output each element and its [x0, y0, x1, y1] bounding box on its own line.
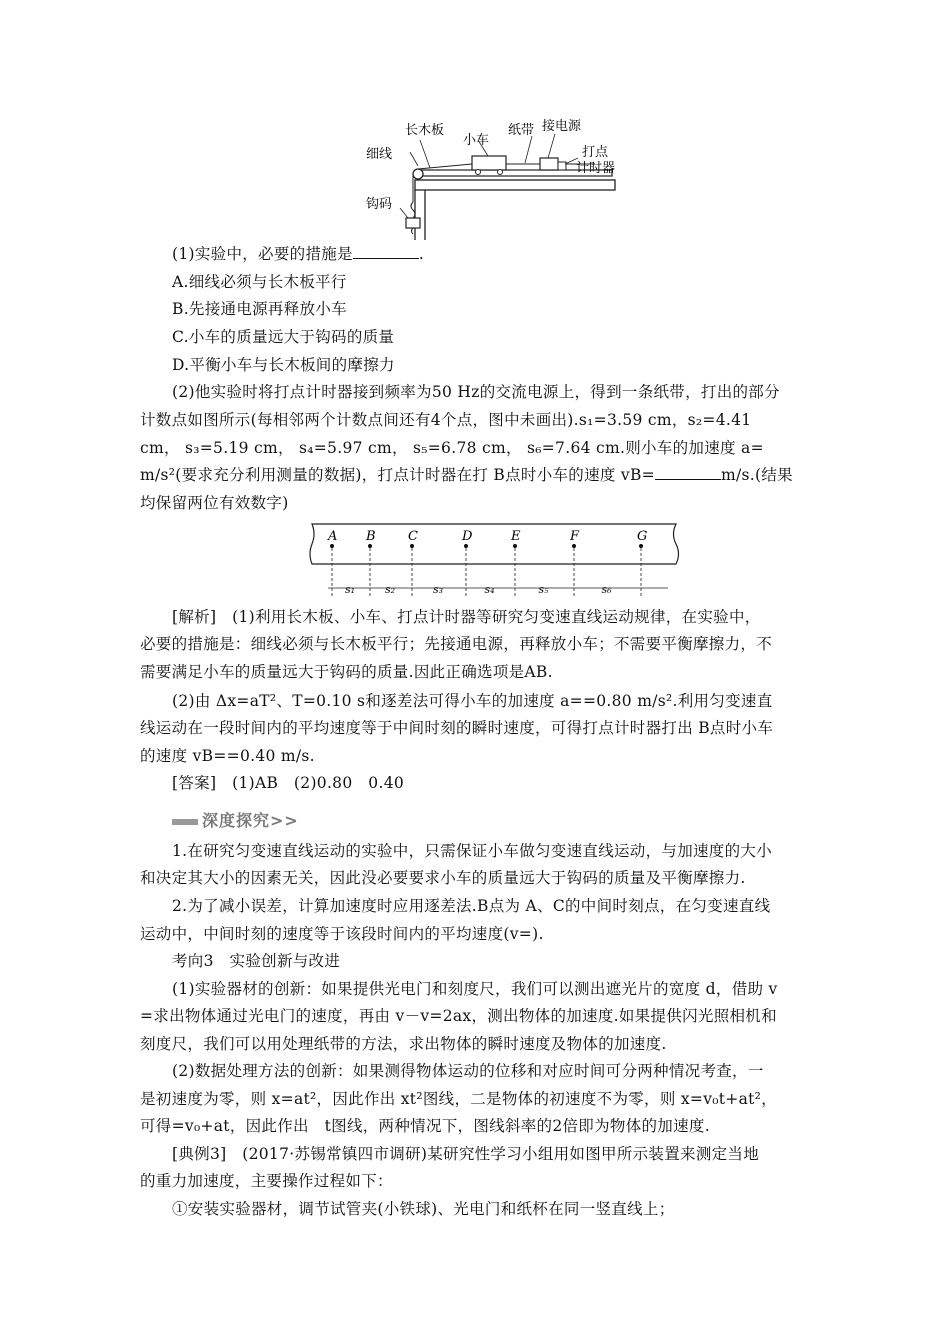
deep-line-8: 刻度尺，我们可以用处理纸带的方法，求出物体的瞬时速度及物体的加速度. — [140, 1035, 667, 1053]
q1-option-d: D.平衡小车与长木板间的摩擦力 — [172, 356, 395, 374]
q1-option-c: C.小车的质量远大于钩码的质量 — [172, 328, 395, 346]
tape-dot — [410, 544, 414, 548]
deep-line-3: 2.为了减小误差，计算加速度时应用逐差法.B点为 A、C的中间时刻点，在匀变速直线 — [172, 897, 771, 915]
tape-point-label: G — [637, 529, 648, 544]
answer-blank[interactable] — [655, 464, 721, 480]
q2-line-3: cm， s₃=5.19 cm， s₄=5.97 cm， s₅=6.78 cm， s₆=7.64 cm.则小车的加速度 a= — [140, 439, 764, 457]
q1-stem: (1)实验中，必要的措施是 . — [172, 245, 425, 263]
tape-segment-label: s₃ — [433, 583, 444, 596]
analysis-line-3: 需要满足小车的质量远大于钩码的质量.因此正确选项是AB. — [140, 663, 553, 681]
tape-dot — [639, 544, 643, 548]
analysis-line-1: [解析] (1)利用长木板、小车、打点计时器等研究匀变速直线运动规律，在实验中， — [172, 608, 761, 626]
tape-segment-label: s₆ — [601, 583, 612, 596]
deep-line-5: 考向3 实验创新与改进 — [172, 952, 341, 970]
label-cart: 小车 — [463, 133, 490, 148]
label-weight: 钩码 — [366, 197, 393, 212]
tape-segment-label: s₅ — [538, 583, 549, 596]
q1-option-a: A.细线必须与长木板平行 — [172, 273, 347, 291]
analysis-line-4: (2)由 Δx=aT²、T=0.10 s和逐差法可得小车的加速度 a==0.80 m/s².利用匀变速直 — [172, 692, 773, 710]
deep-line-7: =求出物体通过光电门的速度，再由 v－v=2ax，测出物体的加速度.如果提供闪光照相机和 — [140, 1007, 777, 1025]
label-string: 细线 — [366, 147, 393, 162]
tape-figure — [308, 520, 680, 600]
q2-line-1: (2)他实验时将打点计时器接到频率为50 Hz的交流电源上，得到一条纸带，打出的部分 — [172, 383, 780, 401]
deep-line-13: 的重力加速度，主要操作过程如下： — [140, 1172, 393, 1190]
answer-line: [答案] (1)AB (2)0.80 0.40 — [172, 774, 405, 792]
heading-text: 深度探究>> — [202, 811, 299, 830]
section-heading — [170, 808, 370, 834]
analysis-line-5: 线运动在一段时间内的平均速度等于中间时刻的瞬时速度，可得打点计时器打出 B点时小车 — [140, 719, 774, 737]
q2-line-2: 计数点如图所示(每相邻两个计数点间还有4个点，图中未画出).s₁=3.59 cm，s₂=4.41 — [140, 411, 752, 429]
analysis-line-2: 必要的措施是：细线必须与长木板平行；先接通电源，再释放小车；不需要平衡摩擦力，不 — [140, 635, 773, 653]
tape-dot — [368, 544, 372, 548]
label-power: 接电源 — [542, 119, 582, 134]
label-board: 长木板 — [405, 123, 445, 138]
tape-dot — [330, 544, 334, 548]
q1-option-b: B.先接通电源再释放小车 — [172, 300, 347, 318]
label-timer-2: 计时器 — [576, 161, 616, 176]
answer-blank[interactable] — [353, 243, 419, 259]
tape-segment-label: s₄ — [484, 583, 495, 596]
deep-line-9: (2)数据处理方法的创新：如果测得物体运动的位移和对应时间可分两种情况考查，一 — [172, 1062, 764, 1080]
tape-dot — [513, 544, 517, 548]
heading-bar — [172, 819, 198, 825]
tape-point-label: C — [408, 529, 418, 544]
apparatus-figure — [360, 118, 620, 246]
tape-point-label: B — [366, 529, 376, 544]
deep-line-11: 可得=v₀+at，因此作出 t图线，两种情况下，图线斜率的2倍即为物体的加速度. — [140, 1117, 710, 1135]
deep-line-14: ①安装实验器材，调节试管夹(小铁球)、光电门和纸杯在同一竖直线上； — [172, 1200, 675, 1218]
analysis-line-6: 的速度 vB==0.40 m/s. — [140, 747, 315, 765]
tape-segment-label: s₂ — [385, 583, 396, 596]
tape-segment-label: s₁ — [345, 583, 356, 596]
tape-point-label: F — [570, 529, 580, 544]
label-tape: 纸带 — [508, 123, 535, 138]
label-timer-1: 打点 — [582, 145, 609, 160]
deep-line-4: 运动中，中间时刻的速度等于该段时间内的平均速度(v=). — [140, 925, 544, 943]
tape-point-label: D — [462, 529, 473, 544]
deep-line-6: (1)实验器材的创新：如果提供光电门和刻度尺，我们可以测出遮光片的宽度 d，借助 v — [172, 980, 778, 998]
q2-line-5: 均保留两位有效数字) — [140, 494, 289, 512]
q2-line-4: m/s²(要求充分利用测量的数据)，打点计时器在打 B点时小车的速度 vB= m/s.(结果 — [140, 466, 793, 484]
tape-point-label: A — [328, 529, 338, 544]
deep-line-10: 是初速度为零，则 x=at²，因此作出 xt²图线，二是物体的初速度不为零，则 x=v₀t+at²， — [140, 1090, 777, 1108]
tape-point-label: E — [511, 529, 521, 544]
deep-line-2: 和决定其大小的因素无关，因此没必要要求小车的质量远大于钩码的质量及平衡摩擦力. — [140, 869, 746, 887]
tape-dot — [464, 544, 468, 548]
deep-line-12: [典例3] (2017·苏锡常镇四市调研)某研究性学习小组用如图甲所示装置来测定当地 — [172, 1145, 760, 1163]
deep-line-1: 1.在研究匀变速直线运动的实验中，只需保证小车做匀变速直线运动，与加速度的大小 — [172, 842, 772, 860]
tape-dot — [572, 544, 576, 548]
